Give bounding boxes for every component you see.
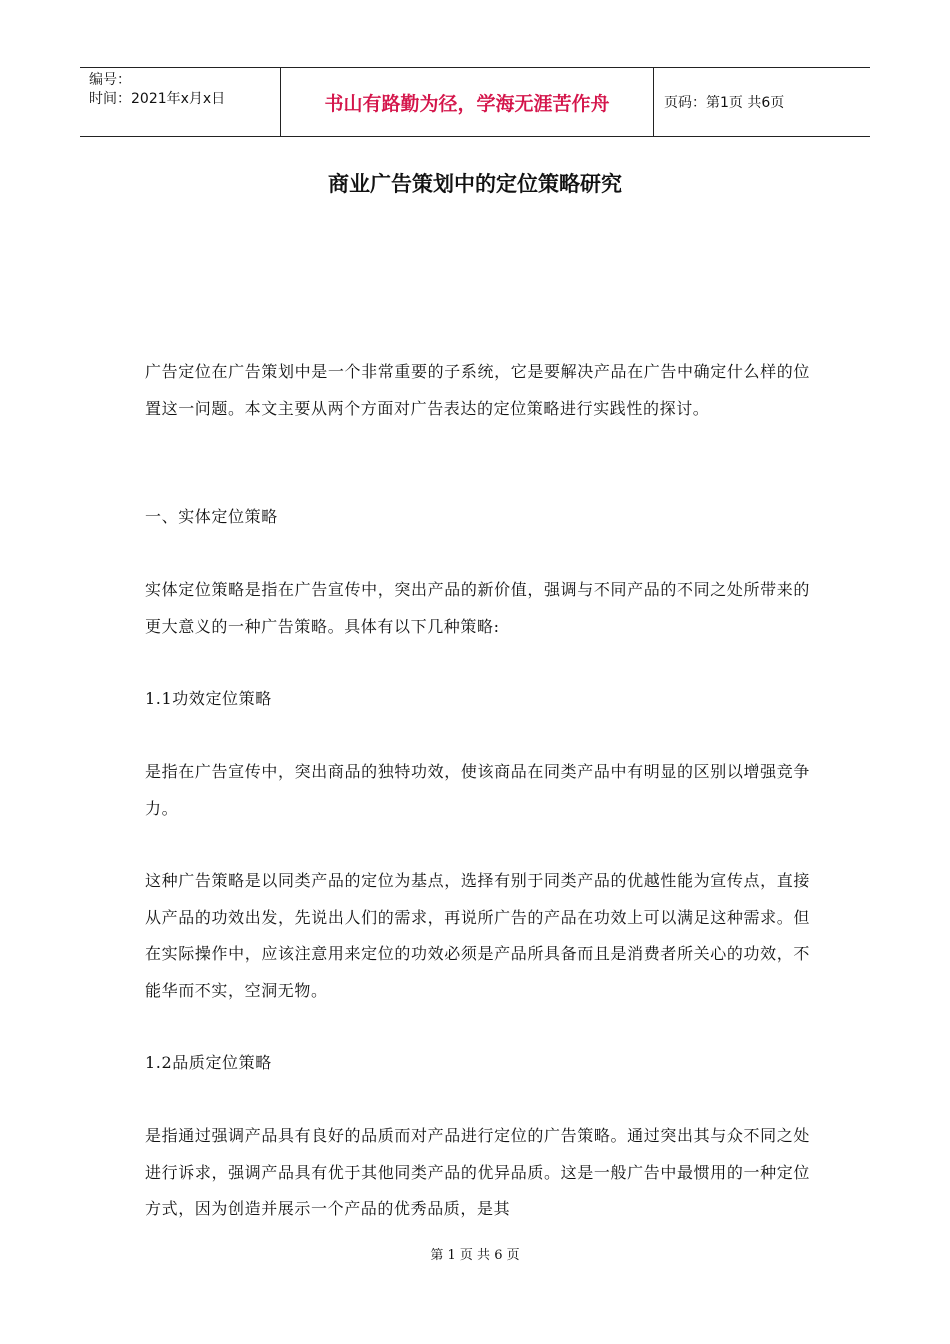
header-motto: 书山有路勤为径，学海无涯苦作舟 bbox=[281, 68, 654, 136]
paragraph-efficacy-definition: 是指在广告宣传中，突出商品的独特功效，使该商品在同类产品中有明显的区别以增强竞争力。 bbox=[145, 762, 810, 818]
paragraph-entity-positioning: 实体定位策略是指在广告宣传中，突出产品的新价值，强调与不同产品的不同之处所带来的更大意义的一种广告策略。具体有以下几种策略: bbox=[145, 580, 810, 636]
subsection-heading-1-2: 1.2品质定位策略 bbox=[145, 1053, 272, 1072]
number-label: 编号： bbox=[89, 72, 131, 88]
time-label: 时间：2021年x月x日 bbox=[89, 91, 226, 107]
subsection-heading-1-1: 1.1功效定位策略 bbox=[145, 689, 272, 708]
paragraph-efficacy-detail: 这种广告策略是以同类产品的定位为基点，选择有别于同类产品的优越性能为宣传点，直接从产品的功效出发，先说出人们的需求，再说所广告的产品在功效上可以满足这种需求。但在实际操作中，应该注意用来定位的功效必须是产品所具备而且是消费者所关心的功效，不能华而不实，空洞无物。 bbox=[145, 871, 810, 1000]
header-meta-cell bbox=[80, 68, 281, 136]
paragraph-intro: 广告定位在广告策划中是一个非常重要的子系统，它是要解决产品在广告中确定什么样的位置这一问题。本文主要从两个方面对广告表达的定位策略进行实践性的探讨。 bbox=[145, 362, 810, 418]
paragraph-quality-definition: 是指通过强调产品具有良好的品质而对产品进行定位的广告策略。通过突出其与众不同之处进行诉求，强调产品具有优于其他同类产品的优异品质。这是一般广告中最惯用的一种定位方式，因为创造并展示一个产品的优秀品质，是其 bbox=[145, 1126, 810, 1218]
page-footer: 第 1 页 共 6 页 bbox=[430, 1248, 520, 1263]
section-heading-1: 一、实体定位策略 bbox=[145, 507, 278, 526]
header-page-info: 页码：第1页 共6页 bbox=[664, 95, 785, 111]
document-header bbox=[80, 67, 870, 137]
document-title: 商业广告策划中的定位策略研究 bbox=[328, 172, 622, 196]
